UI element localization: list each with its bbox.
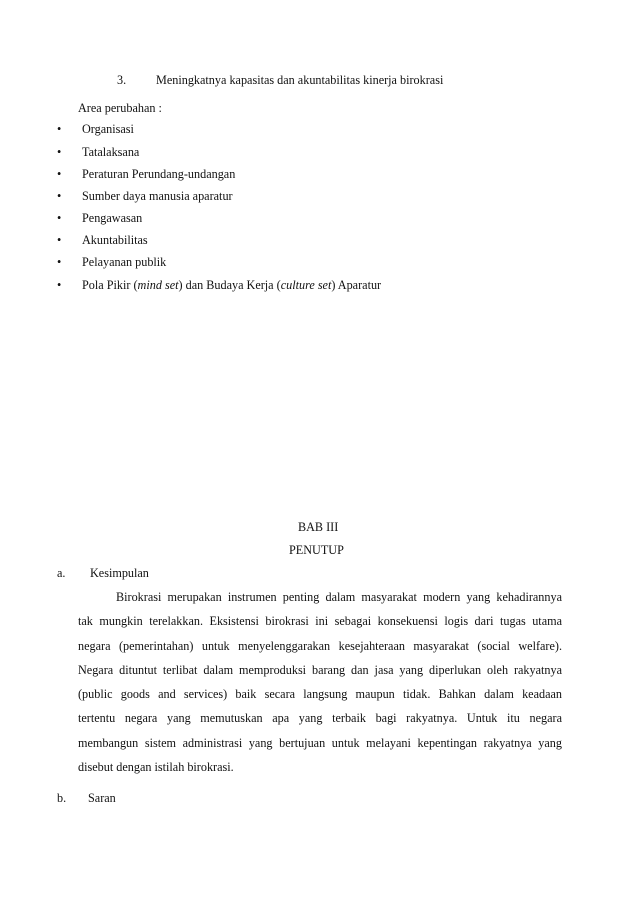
list-item-text: Peraturan Perundang-undangan [82, 167, 236, 181]
list-item-text: Tatalaksana [82, 145, 140, 159]
bullet-icon: • [57, 122, 62, 136]
last-bullet-italic-culture-set: culture set [280, 278, 332, 292]
bullet-icon: • [57, 233, 62, 247]
area-heading: Area perubahan : [78, 101, 162, 115]
list-item-text: Pengawasan [82, 211, 143, 225]
section-b-letter: b. [57, 791, 67, 805]
section-a-letter: a. [57, 566, 66, 580]
list-item-text: Sumber daya manusia aparatur [82, 189, 233, 203]
paragraph-line: negara (pemerintahan) untuk menyelenggarakan kesejahteraan masyarakat (social welfare). [78, 638, 562, 653]
bullet-icon: • [57, 189, 62, 203]
bullet-icon: • [57, 255, 62, 269]
last-bullet-pre: Pola Pikir ( [82, 278, 138, 292]
section-a-paragraph [78, 585, 562, 779]
bullet-icon: • [57, 211, 62, 225]
paragraph-line: membangun sistem administrasi yang bertujuan untuk melayani kepentingan rakyatnya yang [78, 735, 562, 750]
numbered-item-number: 3. [117, 73, 127, 87]
section-b-title: Saran [88, 791, 116, 805]
paragraph-line: Negara dituntut terlibat dalam memproduksi barang dan jasa yang diperlukan oleh rakyatnya [78, 662, 562, 677]
paragraph-line: tak mungkin terelakkan. Eksistensi birokrasi ini sebagai konsekuensi logis dari tugas utama [78, 614, 562, 629]
paragraph-line: disebut dengan istilah birokrasi. [78, 760, 234, 775]
bullet-icon: • [57, 167, 62, 181]
chapter-title: PENUTUP [289, 543, 344, 557]
last-bullet-post: ) Aparatur [331, 278, 382, 292]
chapter-number: BAB III [298, 520, 339, 534]
paragraph-line: (public goods and services) baik secara langsung maupun tidak. Bahkan dalam keadaan [78, 687, 562, 702]
section-a-title: Kesimpulan [90, 566, 149, 580]
bullet-icon: • [57, 145, 62, 159]
list-item-text: Pelayanan publik [82, 255, 167, 269]
paragraph-line: Birokrasi merupakan instrumen penting dalam masyarakat modern yang kehadirannya [116, 590, 562, 604]
list-item-text [82, 278, 381, 293]
list-item-text: Akuntabilitas [82, 233, 148, 247]
list-item-text: Organisasi [82, 122, 134, 136]
paragraph-line: tertentu negara yang memutuskan apa yang terbaik bagi rakyatnya. Untuk itu negara [78, 711, 562, 726]
numbered-item-text: Meningkatnya kapasitas dan akuntabilitas kinerja birokrasi [156, 73, 444, 87]
last-bullet-mid: ) dan Budaya Kerja ( [178, 278, 281, 292]
bullet-icon: • [57, 278, 62, 292]
last-bullet-italic-mind-set: mind set [137, 278, 179, 292]
